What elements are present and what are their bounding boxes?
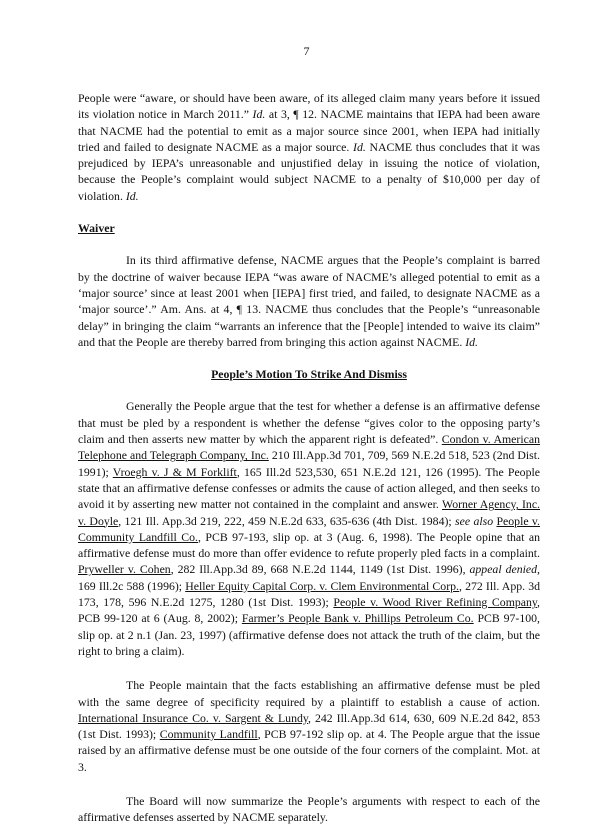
- case-name: Farmer’s People Bank v. Phillips Petroleum Co.: [241, 611, 474, 626]
- citation-id: Id.: [125, 188, 139, 203]
- case-name: People v. Community Landfill Co.: [78, 513, 541, 544]
- citation-id: Id.: [353, 139, 366, 154]
- text-run: , 242 Ill.App.3d 614, 630, 609 N.E.2d 842, 853 (1st Dist. 1993);: [78, 710, 540, 742]
- section-heading-motion: People’s Motion To Strike And Dismiss: [211, 367, 407, 382]
- case-name: Worner Agency, Inc. v. Doyle: [78, 497, 541, 528]
- case-name: International Insurance Co. v. Sargent & Lundy: [78, 710, 309, 725]
- document-body: [78, 90, 540, 826]
- paragraph-summary-intro: [78, 793, 540, 826]
- appeal-note: appeal denied,: [469, 562, 540, 577]
- text-run: , 282 Ill.App.3d 89, 668 N.E.2d 1144, 1149 (1st Dist. 1996),: [170, 562, 470, 577]
- case-name: Heller Equity Capital Corp. v. Clem Environmental Corp.: [185, 578, 459, 593]
- citation-id: Id.: [252, 107, 266, 122]
- page-number: 7: [303, 44, 310, 58]
- text-run: , PCB 99-120 at 6 (Aug. 8, 2002);: [78, 595, 540, 626]
- paragraph-waiver: [78, 252, 540, 350]
- paragraph-specificity: [78, 677, 540, 775]
- text-run: , PCB 97-193, slip op. at 3 (Aug. 6, 1998). The People opine that an affirmative defense must do more than offer evidence to refute properly pled facts in a complaint.: [78, 529, 540, 561]
- signal-see-also: see also: [455, 513, 494, 528]
- text-run: , 272 Ill. App. 3d 173, 178, 596 N.E.2d 1275, 1280 (1st Dist. 1993);: [78, 578, 540, 610]
- paragraph-laches-conclusion: [78, 90, 540, 204]
- text-run: at 3, ¶ 12. NACME maintains that IEPA had been aware that NACME had the potential to emit as a major source since 2001, when IEPA had initially tried and failed to designate NACME as a major source.: [78, 107, 540, 154]
- text-run: The People maintain that the facts establishing an affirmative defense must be pled with the same degree of specificity required by a plaintiff to establish a cause of action.: [78, 678, 540, 709]
- case-name: People v. Wood River Refining Company: [333, 595, 538, 610]
- case-name: Community Landfill: [159, 727, 258, 742]
- text-run: People were “aware, or should have been aware, of its alleged claim many years before it issued its violation notice in March 2011.”: [78, 91, 540, 122]
- text-run: 210 Ill.App.3d 701, 709, 569 N.E.2d 518, 523 (2nd Dist. 1991);: [78, 448, 541, 479]
- text-run: NACME thus concludes that it was prejudiced by IEPA’s unreasonable and unjustified delay in issuing the notice of violation, because the People’s complaint would subject NACME to a penalty of $10,000 per day of violation.: [78, 139, 540, 203]
- case-name: Condon v. American Telephone and Telegraph Company, Inc.: [78, 432, 540, 463]
- case-name: Pryweller v. Cohen: [78, 562, 171, 577]
- text-run: PCB 97-100, slip op. at 2 n.1 (Jan. 23, 1997) (affirmative defense does not attack the truth of the claim, but the right to bring a claim).: [78, 611, 540, 658]
- citation-id: Id.: [465, 334, 479, 349]
- text-run: , PCB 97-192 slip op. at 4. The People argue that the issue raised by an affirmative defense must be one outside of the four corners of the complaint. Mot. at 3.: [78, 727, 540, 774]
- case-name: Vroegh v. J & M Forklift: [112, 464, 237, 479]
- text-run: 169 Ill.2c 588 (1996);: [78, 578, 186, 593]
- paragraph-people-argument: [78, 398, 540, 659]
- text-run: The Board will now summarize the People’s arguments with respect to each of the affirmative defenses asserted by NACME separately.: [78, 793, 540, 825]
- text-run: , 165 Ill.2d 523,530, 651 N.E.2d 121, 126 (1995). The People state that an affirmative defense confesses or admits the cause of action alleged, and then seeks to avoid it by asserting new matter not contained in the complaint and answer.: [78, 464, 540, 512]
- section-heading-waiver: Waiver: [78, 221, 115, 236]
- text-run: Generally the People argue that the test for whether a defense is an affirmative defense that must be pled by a respondent is whether the defense “gives color to the opposing party’s claim and then asserts new matter by which the apparent right is defeated”.: [78, 399, 540, 447]
- text-run: , 121 Ill. App.3d 219, 222, 459 N.E.2d 633, 635-636 (4th Dist. 1984);: [118, 513, 456, 528]
- text-run: In its third affirmative defense, NACME argues that the People’s complaint is barred by the doctrine of waiver because IEPA “was aware of NACME’s alleged potential to emit as a ‘major source’ since at least 2001 when [IEPA] first tried, and failed, to designate NACME as a ‘major source’.” Am. Ans. at 4, ¶ 13. NACME thus concludes that the People’s “unreasonable delay” in bringing the claim “warrants an inference that the [People] intended to waive its claim” and that the People are thereby barred from bringing this action against NACME.: [78, 253, 540, 349]
